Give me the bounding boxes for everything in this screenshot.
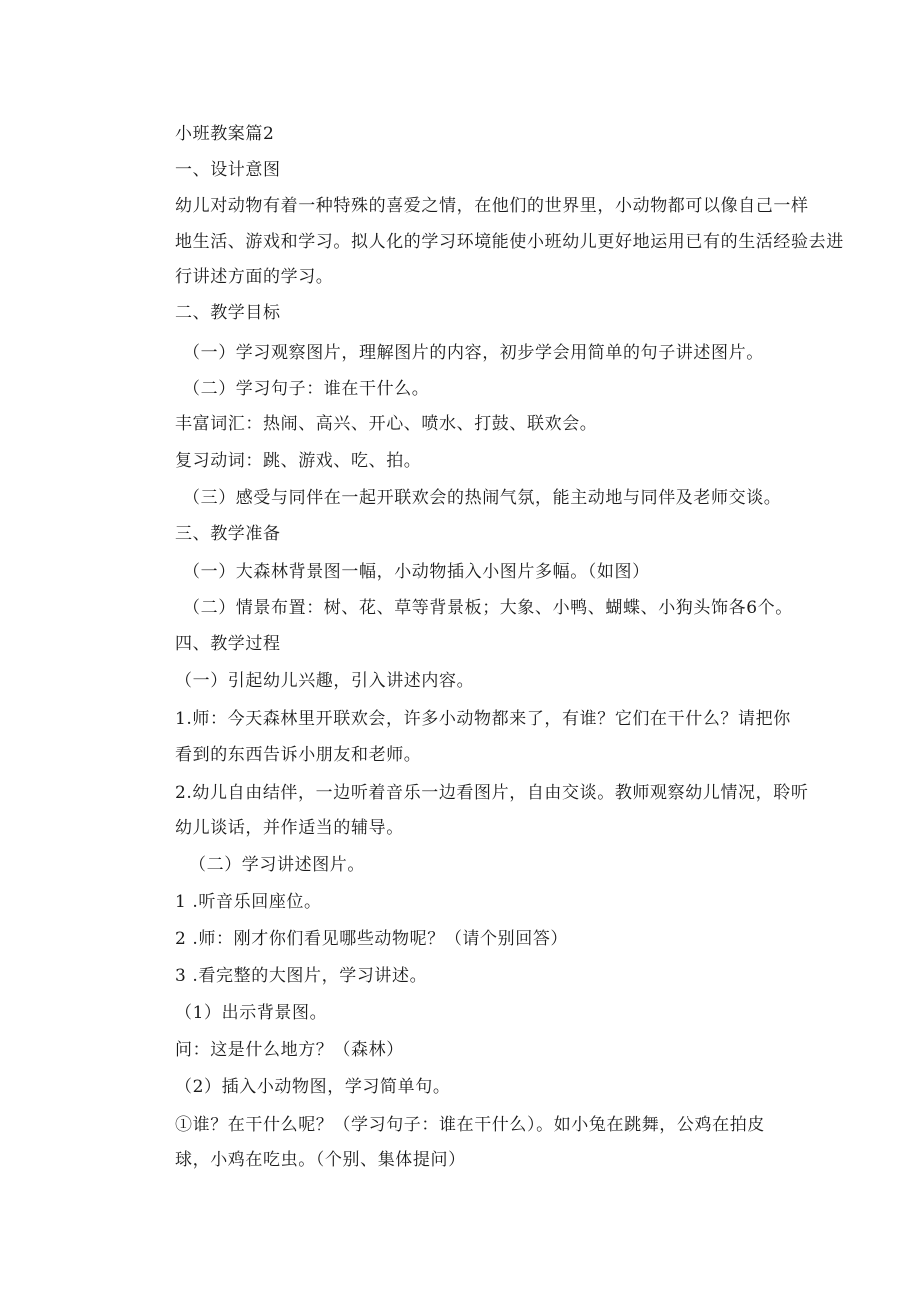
paragraph-line: （1）出示背景图。 [175, 1003, 328, 1023]
paragraph-line: （一）学习观察图片，理解图片的内容，初步学会用简单的句子讲述图片。 [183, 343, 764, 363]
paragraph-line: 问：这是什么地方？（森林） [175, 1040, 404, 1060]
paragraph-line: （二）情景布置：树、花、草等背景板；大象、小鸭、蝴蝶、小狗头饰各6个。 [183, 598, 793, 618]
paragraph-line: 行讲述方面的学习。 [175, 267, 334, 287]
paragraph-line: 1.师：今天森林里开联欢会，许多小动物都来了，有谁？它们在干什么？请把你 [175, 709, 791, 729]
paragraph-line: （三）感受与同伴在一起开联欢会的热闹气氛，能主动地与同伴及老师交谈。 [183, 488, 782, 508]
paragraph-line: （一）引起幼儿兴趣，引入讲述内容。 [175, 671, 475, 691]
paragraph-line: （二）学习讲述图片。 [189, 855, 365, 875]
section-heading: 四、教学过程 [175, 634, 281, 654]
paragraph-line: 幼儿对动物有着一种特殊的喜爱之情，在他们的世界里，小动物都可以像自己一样 [175, 196, 809, 216]
paragraph-line: 丰富词汇：热闹、高兴、开心、喷水、打鼓、联欢会。 [175, 414, 598, 434]
section-heading: 三、教学准备 [175, 524, 281, 544]
paragraph-line: （2）插入小动物图，学习简单句。 [175, 1077, 451, 1097]
paragraph-line: 球，小鸡在吃虫。（个别、集体提问） [175, 1150, 466, 1170]
paragraph-line: 幼儿谈话，并作适当的辅导。 [175, 818, 404, 838]
section-heading: 二、教学目标 [175, 303, 281, 323]
paragraph-line: （二）学习句子：谁在干什么。 [183, 379, 430, 399]
paragraph-line: 3 .看完整的大图片，学习讲述。 [175, 966, 428, 986]
section-heading: 一、设计意图 [175, 160, 281, 180]
paragraph-line: ①谁？在干什么呢？（学习句子：谁在干什么）。如小兔在跳舞，公鸡在拍皮 [175, 1115, 765, 1135]
paragraph-line: 看到的东西告诉小朋友和老师。 [175, 745, 422, 765]
paragraph-line: 复习动词：跳、游戏、吃、拍。 [175, 451, 422, 471]
paragraph-line: 2.幼儿自由结伴，一边听着音乐一边看图片，自由交谈。教师观察幼儿情况，聆听 [175, 783, 809, 803]
paragraph-line: 2 .师：刚才你们看见哪些动物呢？（请个别回答） [175, 929, 569, 949]
paragraph-line: 1 .听音乐回座位。 [175, 892, 322, 912]
paragraph-line: 地生活、游戏和学习。拟人化的学习环境能使小班幼儿更好地运用已有的生活经验去进 [175, 232, 844, 252]
paragraph-line: （一）大森林背景图一幅，小动物插入小图片多幅。（如图） [183, 562, 650, 582]
document-title: 小班教案篇2 [175, 124, 275, 144]
